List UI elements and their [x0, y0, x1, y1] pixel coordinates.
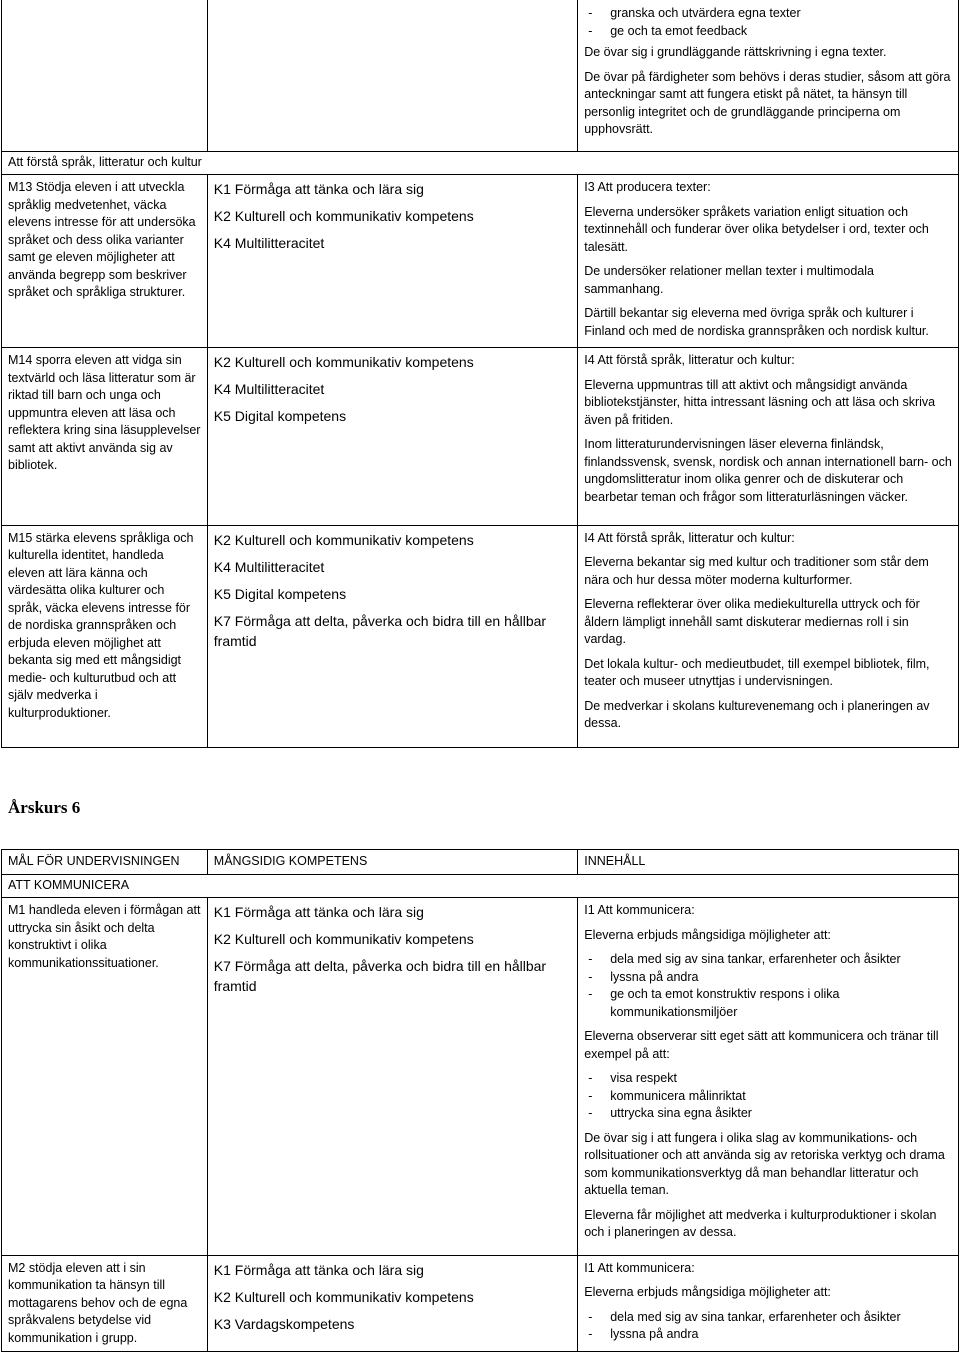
content-title: I4 Att förstå språk, litteratur och kultur:: [584, 530, 795, 545]
list-item: - lyssna på andra: [584, 1326, 952, 1344]
table-row: [2, 175, 959, 348]
content-paragraph: De övar på färdigheter som behövs i deras studier, såsom att göra anteckningar samt att fungera etiskt på nätet, ta hänsyn till personlig integritet och de grundläggande principerna om upphovsrätt.: [584, 69, 951, 136]
table-row: [2, 898, 959, 1256]
content-paragraph: Eleverna får möjlighet att medverka i kulturproduktioner i skolan och i planeringen av dessa.: [584, 1207, 937, 1239]
empty-cell: [2, 0, 208, 152]
competence-item: K3 Vardagskompetens: [213, 1315, 355, 1332]
carry-over-row: [2, 0, 959, 152]
competence-item: K7 Förmåga att delta, påverka och bidra till en hållbar framtid: [213, 612, 547, 649]
section-title: ATT KOMMUNICERA: [2, 875, 959, 898]
section-header-row: [2, 875, 959, 898]
content-paragraph: Eleverna observerar sitt eget sätt att kommunicera och tränar till exempel på att:: [584, 1029, 939, 1061]
content-list: [584, 951, 952, 1021]
curriculum-table-top: [1, 0, 959, 748]
list-item: - dela med sig av sina tankar, erfarenheter och åsikter: [584, 1309, 952, 1327]
content-paragraph: Eleverna uppmuntras till att aktivt och mångsidigt använda bibliotekstjänster, hitta intressant läsning och att läsa och skriva även på fritiden.: [584, 377, 936, 427]
content-list: [584, 1309, 952, 1344]
content-title: I3 Att producera texter:: [584, 180, 711, 194]
content-paragraph: Eleverna undersöker språkets variation enligt situation och textinnehåll och funderar över olika betydelser i ord, texter och talesätt.: [584, 204, 929, 254]
competence-item: K2 Kulturell och kommunikativ kompetens: [213, 208, 474, 224]
content-paragraph: Därtill bekantar sig eleverna med övriga språk och kulturer i Finland och med de nordiska grannspråken och nordisk kultur.: [584, 306, 929, 338]
competence-cell: [207, 525, 577, 748]
content-paragraph: De övar sig i att fungera i olika slag av kommunikations- och rollsituationer och att använda sig av retoriska verktyg och drama som kommunikationsverktyg då man behandlar litteratur och aktuella teman.: [584, 1130, 945, 1197]
content-cell: [578, 1255, 959, 1351]
content-paragraph: De medverkar i skolans kulturevenemang och i planeringen av dessa.: [584, 698, 930, 730]
competence-item: K4 Multilitteracitet: [213, 381, 325, 397]
competence-item: K1 Förmåga att tänka och lära sig: [213, 904, 424, 920]
competence-cell: [207, 175, 577, 348]
carry-over-content: [578, 0, 959, 152]
list-item: - kommunicera målinriktat: [584, 1088, 952, 1106]
competence-cell: [207, 348, 577, 526]
header-row: [2, 850, 959, 875]
goal-cell: M13 Stödja eleven i att utveckla språklig medvetenhet, väcka elevens intresse för att undersöka språket och dess olika varianter samt ge eleven möjligheter att använda begrepp som beskriver språket och språkliga strukturer.: [2, 175, 208, 348]
competence-cell: [207, 898, 577, 1256]
competence-item: K2 Kulturell och kommunikativ kompetens: [213, 531, 474, 548]
list-item: - uttrycka sina egna åsikter: [584, 1105, 952, 1123]
competence-item: K7 Förmåga att delta, påverka och bidra till en hållbar framtid: [213, 958, 547, 994]
column-header: INNEHÅLL: [578, 850, 959, 875]
competence-item: K2 Kulturell och kommunikativ kompetens: [213, 931, 474, 947]
content-list: [584, 1070, 952, 1123]
content-title: I1 Att kommunicera:: [584, 903, 695, 917]
content-paragraph: Eleverna erbjuds mångsidiga möjligheter att:: [584, 927, 831, 942]
list-item: - dela med sig av sina tankar, erfarenheter och åsikter: [584, 951, 952, 969]
page-heading: Årskurs 6: [8, 798, 81, 817]
goal-cell: M15 stärka elevens språkliga och kulturella identitet, handleda eleven att lära känna och värdesätta olika kulturer och språk, väcka elevens intresse för de nordiska grannspråken och erbjuda eleven möjlighet att bekanta sig med ett mångsidigt medie- och kulturutbud och att själv medverka i kulturproduktioner.: [2, 525, 208, 748]
goal-cell: M14 sporra eleven att vidga sin textvärld och läsa litteratur som är riktad till barn och unga och uppmuntra eleven att läsa och reflektera kring sina läsupplevelser samt att aktivt använda sig av bibliotek.: [2, 348, 208, 526]
content-paragraph: Eleverna erbjuds mångsidiga möjligheter att:: [584, 1285, 831, 1299]
section-header-row: [2, 152, 959, 175]
goal-cell: M1 handleda eleven i förmågan att uttrycka sin åsikt och delta konstruktivt i olika kommunikationssituationer.: [2, 898, 208, 1256]
content-title: I4 Att förstå språk, litteratur och kultur:: [584, 353, 795, 367]
competence-cell: [207, 1255, 577, 1351]
empty-cell: [207, 0, 577, 152]
content-title: I1 Att kommunicera:: [584, 1260, 695, 1275]
column-header: MÅL FÖR UNDERVISNINGEN: [2, 850, 208, 875]
curriculum-table-bottom: [1, 849, 959, 1352]
carry-over-list: [584, 5, 952, 40]
table-row: [2, 525, 959, 748]
content-cell: [578, 525, 959, 748]
list-item: - lyssna på andra: [584, 969, 952, 987]
competence-item: K1 Förmåga att tänka och lära sig: [213, 1261, 424, 1278]
content-paragraph: Inom litteraturundervisningen läser eleverna finländsk, finlandssvensk, svensk, nordisk och annan internationell barn- och ungdomslitteratur inom olika genrer och de diskuterar och bearbetar teman och frågor som litteraturläsningen väcker.: [584, 437, 952, 504]
content-cell: [578, 175, 959, 348]
content-paragraph: Eleverna reflekterar över olika mediekulturella uttryck och för åldern lämpligt innehåll samt diskuterar mediernas roll i sin vardag.: [584, 597, 920, 646]
competence-item: K1 Förmåga att tänka och lära sig: [213, 181, 424, 197]
content-cell: [578, 898, 959, 1256]
content-paragraph: Det lokala kultur- och medieutbudet, till exempel bibliotek, film, teater och museer utnyttjas i undervisningen.: [584, 656, 930, 688]
list-item: - granska och utvärdera egna texter: [584, 5, 952, 23]
list-item: - ge och ta emot feedback: [584, 23, 952, 41]
content-cell: [578, 348, 959, 526]
list-item: - visa respekt: [584, 1070, 952, 1088]
table-row: [2, 1255, 959, 1351]
competence-item: K2 Kulturell och kommunikativ kompetens: [213, 1288, 474, 1305]
column-header: MÅNGSIDIG KOMPETENS: [207, 850, 577, 875]
table-row: [2, 348, 959, 526]
competence-item: K5 Digital kompetens: [213, 408, 347, 424]
list-item: - ge och ta emot konstruktiv respons i olika kommunikationsmiljöer: [584, 986, 952, 1021]
competence-item: K5 Digital kompetens: [213, 585, 347, 602]
competence-item: K2 Kulturell och kommunikativ kompetens: [213, 354, 474, 370]
content-paragraph: De undersöker relationer mellan texter i multimodala sammanhang.: [584, 264, 874, 296]
competence-item: K4 Multilitteracitet: [213, 558, 325, 575]
content-paragraph: Eleverna bekantar sig med kultur och traditioner som står dem nära och hur dessa möter moderna kulturformer.: [584, 555, 929, 587]
section-title: Att förstå språk, litteratur och kultur: [2, 152, 959, 175]
goal-cell: M2 stödja eleven att i sin kommunikation ta hänsyn till mottagarens behov och de egna språkvalens betydelse vid kommunikation i grupp.: [2, 1255, 208, 1351]
competence-item: K4 Multilitteracitet: [213, 235, 325, 251]
content-paragraph: De övar sig i grundläggande rättskrivning i egna texter.: [584, 45, 887, 59]
